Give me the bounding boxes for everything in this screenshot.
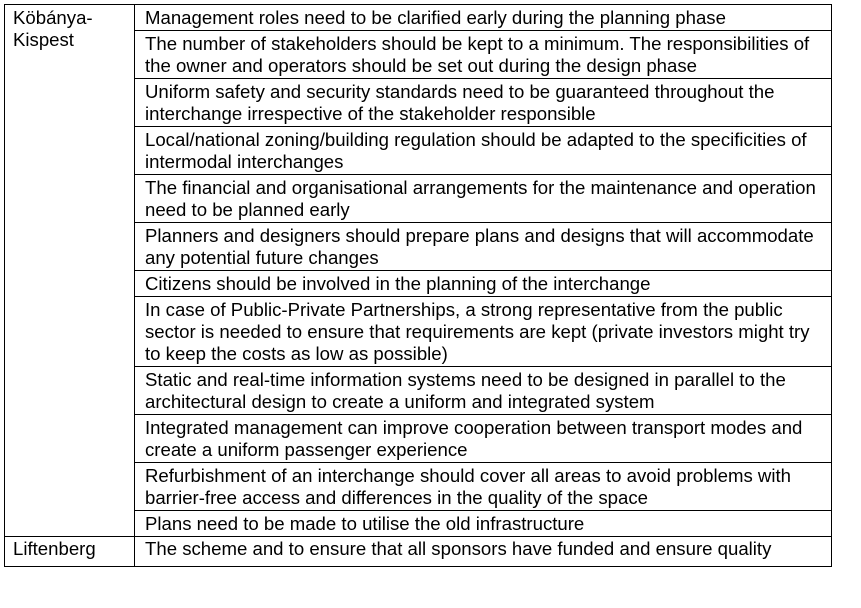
next-location-label: Liftenberg (13, 538, 96, 559)
next-recommendation-cell (135, 537, 832, 567)
recommendation-text: Integrated management can improve cooperation between transport modes and create a uniform passenger experience (145, 417, 803, 460)
recommendation-text: The number of stakeholders should be kept to a minimum. The responsibilities of the owner and operators should be set out during the design phase (145, 33, 810, 76)
recommendations-table (4, 4, 832, 567)
recommendation-text: Refurbishment of an interchange should cover all areas to avoid problems with barrier-free access and differences in the quality of the space (145, 465, 791, 508)
recommendation-text: Uniform safety and security standards need to be guaranteed throughout the interchange irrespective of the stakeholder responsible (145, 81, 775, 124)
recommendation-cell (135, 271, 832, 297)
next-location-cell (5, 537, 135, 567)
recommendation-text: Management roles need to be clarified early during the planning phase (145, 7, 726, 28)
recommendation-cell (135, 79, 832, 127)
recommendation-cell (135, 127, 832, 175)
recommendation-text: Static and real-time information systems need to be designed in parallel to the architectural design to create a uniform and integrated system (145, 369, 786, 412)
recommendation-cell (135, 223, 832, 271)
recommendation-text: Planners and designers should prepare plans and designs that will accommodate any potential future changes (145, 225, 814, 268)
location-label: Köbánya- Kispest (13, 7, 93, 50)
recommendation-text: Citizens should be involved in the planning of the interchange (145, 273, 651, 294)
table-row (5, 5, 832, 31)
recommendation-cell (135, 415, 832, 463)
recommendation-cell (135, 463, 832, 511)
recommendation-text: Plans need to be made to utilise the old infrastructure (145, 513, 585, 534)
recommendation-cell (135, 175, 832, 223)
recommendation-cell (135, 31, 832, 79)
table-body (5, 5, 832, 567)
recommendation-cell (135, 297, 832, 367)
location-cell (5, 5, 135, 537)
page-bottom-edge (0, 603, 861, 608)
recommendation-text: In case of Public-Private Partnerships, a strong representative from the public sector is needed to ensure that requirements are kept (private investors might try to keep the costs as low as possible) (145, 299, 810, 364)
table-row-next (5, 537, 832, 567)
recommendation-cell (135, 367, 832, 415)
recommendation-cell (135, 5, 832, 31)
recommendation-text: Local/national zoning/building regulation should be adapted to the specificities of intermodal interchanges (145, 129, 807, 172)
next-recommendation-text: The scheme and to ensure that all sponsors have funded and ensure quality (145, 538, 772, 559)
recommendation-text: The financial and organisational arrangements for the maintenance and operation need to be planned early (145, 177, 816, 220)
recommendation-cell (135, 511, 832, 537)
